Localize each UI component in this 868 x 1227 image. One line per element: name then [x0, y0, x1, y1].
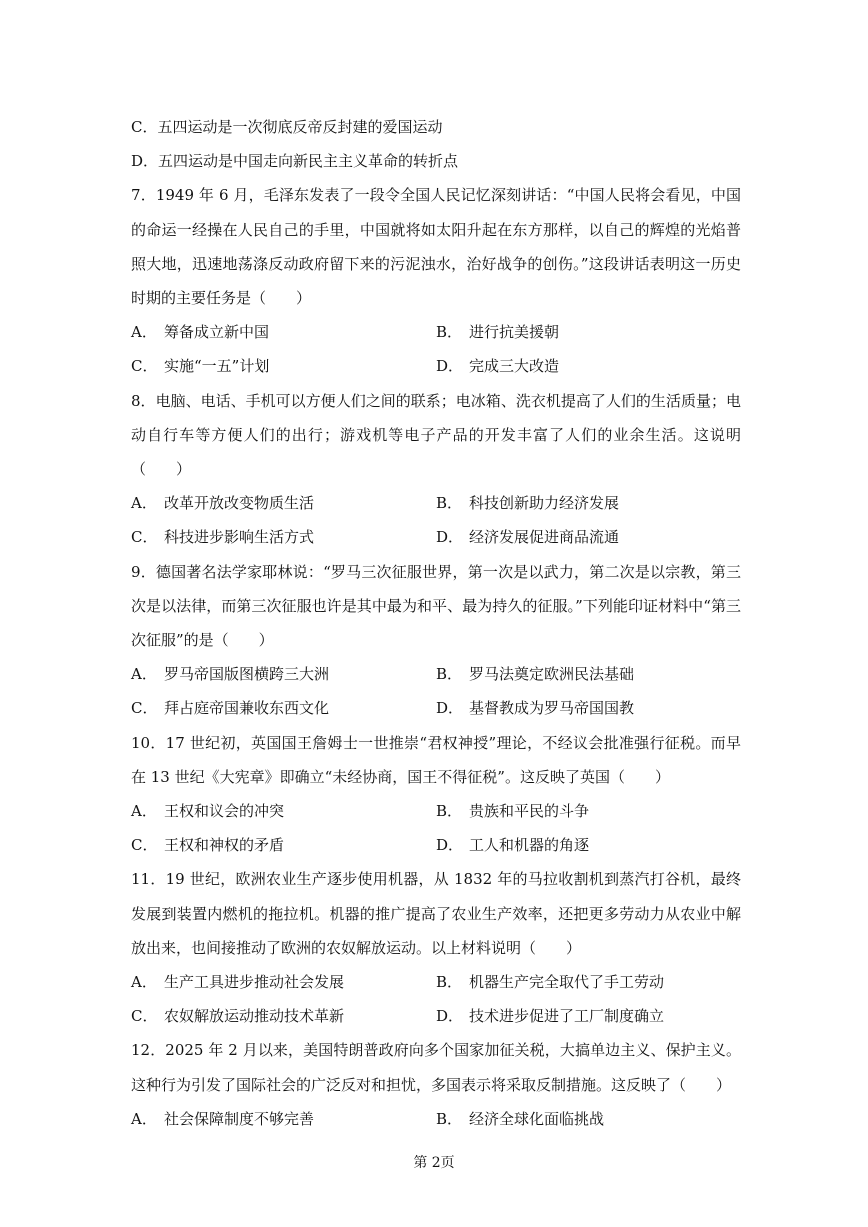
option-text: 罗马法奠定欧洲民法基础: [469, 665, 635, 684]
option-letter: B．: [436, 665, 463, 684]
option-d: [436, 999, 741, 1033]
option-c-q6: [131, 110, 741, 144]
option-text: 基督教成为罗马帝国国教: [469, 699, 635, 718]
option-text: 工人和机器的角逐: [469, 836, 590, 855]
option-letter: D．: [436, 1007, 464, 1026]
option-letter: B．: [436, 972, 463, 991]
option-a: [131, 315, 436, 349]
option-text: 实施“一五”计划: [164, 357, 270, 376]
option-text: 技术进步促进了工厂制度确立: [469, 1007, 665, 1026]
page-content: [131, 110, 741, 1136]
option-letter: C．: [131, 357, 158, 376]
option-letter: C．: [131, 118, 158, 136]
option-text: 科技进步影响生活方式: [164, 528, 315, 547]
page-number: 第 2页: [413, 1155, 455, 1171]
option-b: [436, 486, 741, 520]
option-letter: B．: [436, 1109, 463, 1128]
option-c: [131, 691, 436, 725]
option-text: 五四运动是中国走向新民主主义革命的转折点: [158, 152, 459, 171]
option-text: 改革开放改变物质生活: [164, 494, 315, 513]
option-letter: C．: [131, 1007, 158, 1026]
option-d: [436, 520, 741, 554]
option-b: [436, 794, 741, 828]
option-text: 王权和议会的冲突: [164, 801, 285, 820]
option-text: 贵族和平民的斗争: [469, 801, 590, 820]
option-c: [131, 828, 436, 862]
option-text: 进行抗美援朝: [469, 323, 560, 342]
option-letter: D．: [131, 152, 159, 171]
question-10-options: [131, 794, 741, 862]
option-letter: A．: [131, 801, 157, 820]
option-text: 机器生产完全取代了手工劳动: [469, 972, 665, 991]
option-letter: A．: [131, 494, 157, 513]
option-text: 王权和神权的矛盾: [164, 836, 285, 855]
question-11-stem: 11．19 世纪，欧洲农业生产逐步使用机器，从 1832 年的马拉收割机到蒸汽打谷机，最终发展到装置内燃机的拖拉机。机器的推广提高了农业生产效率，还把更多劳动力从农业中解放出来，也间接推动了欧洲的农奴解放运动。以上材料说明（ ）: [131, 870, 741, 957]
question-7-options: [131, 315, 741, 383]
option-letter: C．: [131, 528, 158, 547]
option-text: 拜占庭帝国兼收东西文化: [164, 699, 330, 718]
option-b: [436, 657, 741, 691]
option-b: [436, 315, 741, 349]
option-c: [131, 999, 436, 1033]
option-letter: A．: [131, 665, 157, 684]
option-text: 经济发展促进商品流通: [469, 528, 620, 547]
option-c: [131, 520, 436, 554]
question-7-stem: 7．1949 年 6 月，毛泽东发表了一段令全国人民记忆深刻讲话：“中国人民将会看见，中国的命运一经操在人民自己的手里，中国就将如太阳升起在东方那样，以自己的辉煌的光焰普照大地，迅速地荡涤反动政府留下来的污泥浊水，治好战争的创伤。”这段讲话表明这一历史时期的主要任务是（ ）: [131, 186, 741, 307]
option-c: [131, 349, 436, 383]
option-d: [436, 349, 741, 383]
option-text: 罗马帝国版图横跨三大洲: [164, 665, 330, 684]
option-d: [436, 828, 741, 862]
question-8-stem: 8．电脑、电话、手机可以方便人们之间的联系；电冰箱、洗衣机提高了人们的生活质量；电动自行车等方便人们的出行；游戏机等电子产品的开发丰富了人们的业余生活。这说明（ ）: [131, 391, 741, 478]
option-d-q6: [131, 144, 741, 178]
option-letter: D．: [436, 528, 464, 547]
option-text: 五四运动是一次彻底反帝反封建的爱国运动: [157, 118, 443, 136]
option-text: 生产工具进步推动社会发展: [164, 972, 345, 991]
option-letter: B．: [436, 801, 463, 820]
question-8-options: [131, 486, 741, 554]
question-9-stem: 9．德国著名法学家耶林说：“罗马三次征服世界，第一次是以武力，第二次是以宗教，第三次是以法律，而第三次征服也许是其中最为和平、最为持久的征服。”下列能印证材料中“第三次征服”的是（ ）: [131, 562, 741, 649]
option-letter: D．: [436, 357, 464, 376]
option-text: 科技创新助力经济发展: [469, 494, 620, 513]
question-12-stem: 12．2025 年 2 月以来，美国特朗普政府向多个国家加征关税，大搞单边主义、保护主义。这种行为引发了国际社会的广泛反对和担忧，多国表示将采取反制措施。这反映了（ ）: [131, 1041, 741, 1094]
option-a: [131, 486, 436, 520]
option-letter: A．: [131, 972, 157, 991]
question-12-options: [131, 1102, 741, 1136]
option-text: 经济全球化面临挑战: [469, 1109, 605, 1128]
option-a: [131, 657, 436, 691]
option-a: [131, 965, 436, 999]
option-b: [436, 965, 741, 999]
option-b: [436, 1102, 741, 1136]
question-9-options: [131, 657, 741, 725]
option-letter: B．: [436, 323, 463, 342]
option-letter: C．: [131, 836, 158, 855]
option-text: 完成三大改造: [469, 357, 560, 376]
option-text: 筹备成立新中国: [164, 323, 270, 342]
option-text: 社会保障制度不够完善: [164, 1109, 315, 1128]
option-text: 农奴解放运动推动技术革新: [164, 1007, 345, 1026]
option-d: [436, 691, 741, 725]
option-a: [131, 1102, 436, 1136]
question-11-options: [131, 965, 741, 1033]
option-letter: A．: [131, 1109, 157, 1128]
option-letter: B．: [436, 494, 463, 513]
option-letter: D．: [436, 699, 464, 718]
option-a: [131, 794, 436, 828]
option-letter: C．: [131, 699, 158, 718]
option-letter: A．: [131, 323, 157, 342]
question-10-stem: 10．17 世纪初，英国国王詹姆士一世推崇“君权神授”理论，不经议会批准强行征税。而早在 13 世纪《大宪章》即确立“未经协商，国王不得征税”。这反映了英国（ ）: [131, 733, 741, 786]
option-letter: D．: [436, 836, 464, 855]
